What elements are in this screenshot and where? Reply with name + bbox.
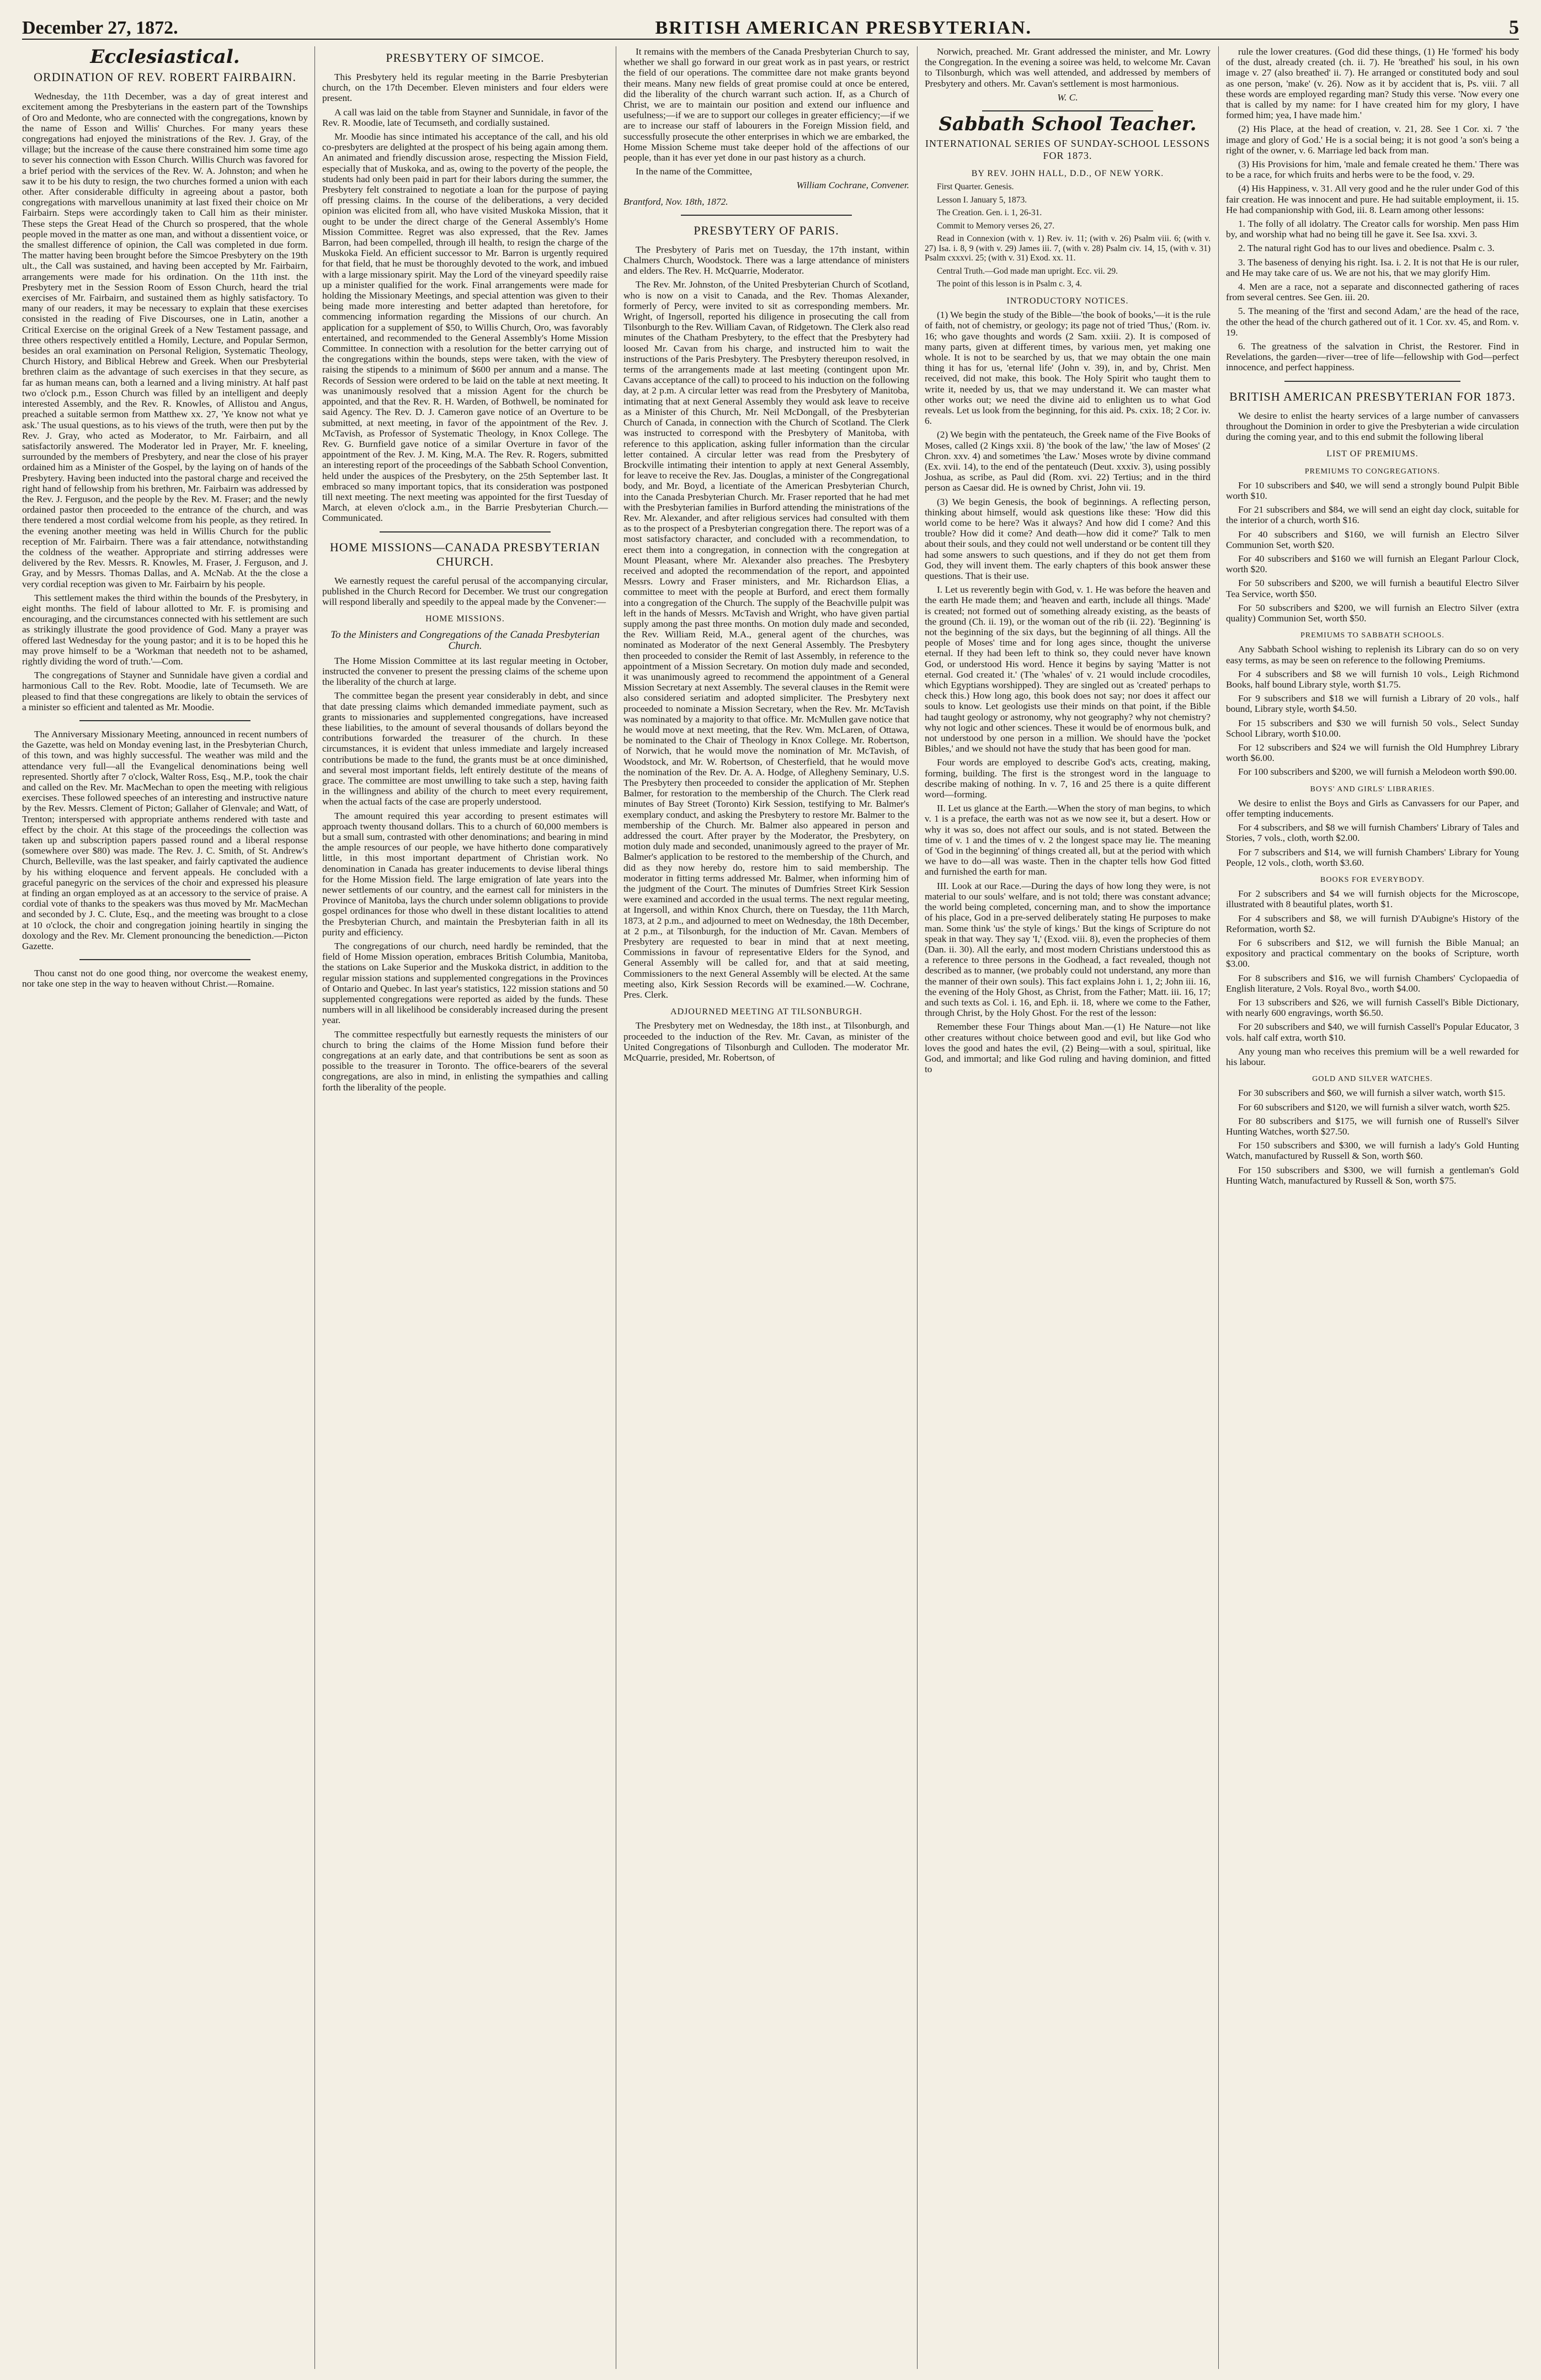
premium-item: For 12 subscribers and $24 we will furnish the Old Humphrey Library worth $6.00.	[1226, 742, 1519, 764]
lesson-meta: The Creation. Gen. i. 1, 26-31.	[937, 208, 1042, 218]
paragraph: The Presbytery met on Wednesday, the 18th inst., at Tilsonburgh, and proceeded to the induction of the Rev. Mr. Cavan, as minister of the United Congregations of Tilsonburgh and Culloden. The moderator Mr. McQuarrie, presided, Mr. Robertson, of	[623, 1020, 909, 1063]
lesson-series-header: INTERNATIONAL SERIES OF SUNDAY-SCHOOL LESSONS FOR 1873.	[925, 138, 1211, 162]
column-4	[925, 46, 1211, 2369]
paragraph: Four words are employed to describe God's acts, creating, making, forming, building. The first is the strongest word in the language to describe making of nothing. In v. 7, 16 and 25 there is a quite different word—forming.	[925, 757, 1211, 800]
article-title-simcoe: PRESBYTERY OF SIMCOE.	[386, 51, 545, 65]
section-title-sabbath-school: Sabbath School Teacher.	[939, 113, 1197, 136]
premium-section-head: GOLD AND SILVER WATCHES.	[1312, 1075, 1433, 1084]
premium-item: For 10 subscribers and $40, we will send a strongly bound Pulpit Bible worth $10.	[1226, 480, 1519, 501]
paragraph: 4. Men are a race, not a separate and disconnected gathering of races from several centres. See Gen. iii. 20.	[1226, 281, 1519, 303]
divider	[1284, 381, 1460, 382]
paragraph: The Anniversary Missionary Meeting, announced in recent numbers of the Gazette, was held on Monday evening last, in the Presbyterian Church, of this town, and was highly successful. The weather was mild and the attendance very full—all the Evangelical denominations being well represented. Shortly after 7 o'clock, Walter Ross, Esq., M.P., took the chair and called on the Rev. Mr. MacMechan to open the meeting with religious exercises. These followed speeches of an interesting and instructive nature by the Rev. Messrs. Clement of Picton; Gallaher of Glenvale; and Watt, of Trenton; interspersed with appropriate anthems rendered with taste and effect by the choir. At this stage of the proceedings the collection was taken up and subscription papers passed round and a liberal response (somewhere over $80) was made. The Rev. J. C. Smith, of St. Andrew's Church, Belleville, was the last speaker, and fairly captivated the audience by his withing eloquence and fervent appeals. He concluded with a graceful panegyric on the services of the choir and expressed his pleasure at finding an organ employed as at an accessory to the service of praise. A cordial vote of thanks to the speakers was thus moved by Mr. MacMechan and seconded by J. C. Clute, Esq., and the meeting was brought to a close at 10 o'clock, the choir and congregation joining heartily in singing the doxology and the Rev. Mr. Clement pronouncing the benediction.—Picton Gazette.	[22, 728, 308, 952]
lesson-meta: First Quarter. Genesis.	[937, 182, 1014, 192]
divider	[79, 720, 251, 721]
premium-item: For 2 subscribers and $4 we will furnish objects for the Microscope, illustrated with 8 beautiful plates, worth $1.	[1226, 888, 1519, 910]
paragraph: Wednesday, the 11th December, was a day of great interest and excitement among the Presbyterians in the eastern part of the Townships of Oro and Medonte, who are connected with the congregations, known by the name of Esson and Willis' Churches. For many years these congregations had enjoyed the ministrations of the Rev. J. Gray, of the village; but the increase of the cause there constrained him some time ago to sever his connection with Esson Church. Willis Church was favored for a brief period with the services of the Rev. W. A. Johnston; and when he saw it to be his duty to resign, the two churches formed a union with each other. After considerable difficulty in agreeing about a pastor, both congregations with marvellous unanimity at last fixed their choice on Mr Fairbairn. Steps were accordingly taken to Call him as their minister. These steps the Great Head of the Church so prospered, that the whole people moved in the matter as one man, and without a dissentient voice, or the smallest difference of opinion, the Call was completed in due form. The matter having been brought before the Simcoe Presbytery on the 19th ult., the Call was sustained, and having been accepted by Mr. Fairbairn, arrangements were made for his ordination. On the 11th inst. the Presbytery met in the Session Room of Esson Church, heard the trial exercises of Mr. Fairbairn, and sustained them as highly satisfactory. To many of our readers, it may be necessary to explain that these exercises consisted in the reading of Five Discourses, one in Latin, another a Critical Exercise on the original Greek of a New Testament passage, and three others respectively entitled a Homily, Lecture, and Popular Sermon, besides an oral examination on Personal Religion, Systematic Theology, Church History, and Biblical Hebrew and Greek. When our Presbyterial brethren claim as the advantage of such exercises in that they secure, as far as human means can, both a learned and a living ministry. At half past two o'clock p.m., Esson Church was filled by an intelligent and deeply interested Assembly, and the Rev. R. Knowles, of Allistou and Angus, preached a suitable sermon from Matthew xx. 27, 'Ye know not what ye ask.' The usual questions, as to his views of the truth, were then put by the Rev. J. Gray, who acted as Moderator, to Mr. Fairbairn, and all satisfactorily answered. The Moderator led in Prayer, Mr. F. kneeling, surrounded by the members of Presbytery, and near the close of his prayer ordained him as a Minister of the Gospel, by the laying on of hands of the Presbytery. Having been inducted into the pastoral charge and received the right hand of fellowship from his brethren, Mr. Fairbairn was addressed by the Rev. J. Ferguson, and the people by the Rev. M. Fraser; and the newly ordained pastor then proceeded to the entrance of the church, and was there tendered a most cordial welcome from his people, as they retired. In the evening another meeting was held in Willis Church for the public reception of Mr. Fairbairn. There was a fair attendance, notwithstanding the coldness of the weather. Appropriate and stirring addresses were delivered by the Rev. Messrs. R. Knowles, M. Fraser, J. Ferguson, and J. Gray, and by Messrs. Thomas Dallas, and A. McNab. At the the close a very cordial reception was given to Mr. Fairbairn by his people.	[22, 91, 308, 589]
signature-name: William Cochrane, Convener.	[796, 180, 909, 191]
paragraph: 1. The folly of all idolatry. The Creator calls for worship. Men pass Him by, and worship what had no being till he gave it. See Isa. xxvi. 3.	[1226, 219, 1519, 240]
lesson-meta: Read in Connexion (with v. 1) Rev. iv. 11; (with v. 26) Psalm viii. 6; (with v. 27) Isa. i. 8, 9 (with v. 29) James iii. 7, (with v. 28) Psalm civ. 14, 15, (with v. 31) Psalm cxxxvi. 25; (with v. 31) Exod. xx. 11.	[925, 234, 1211, 263]
address-line: To the Ministers and Congregations of the Canada Presbyterian Church.	[330, 629, 600, 652]
paragraph: We earnestly request the careful perusal of the accompanying circular, published in the Church Record for December. We trust our congregation will respond liberally and speedily to the appeal made by the Convener:—	[322, 575, 608, 607]
paragraph: II. Let us glance at the Earth.—When the story of man begins, to which v. 1 is a preface, the earth was not as we now see it, but a desert. How or why it was so, does not affect our souls, and is not stated. Between the time of v. 1 and the times of v. 2 the longest space may lie. The meaning of 'God in the beginning' of things created all, but at the period with which we have to do—all was waste. Then in the chapter tells how God fitted and furnished the earth for man.	[925, 803, 1211, 877]
premium-item: For 30 subscribers and $60, we will furnish a silver watch, worth $15.	[1238, 1088, 1506, 1099]
paragraph: Mr. Moodie has since intimated his acceptance of the call, and his old co-presbyters are delighted at the prospect of his being again among them. An animated and friendly discussion arose, respecting the Mission Field, especially that of Muskoka, and as, owing to the poverty of the people, the students had only been paid in part for their labors during the summer, the Presbytery felt constrained to negotiate a loan for the purpose of paying off pressing claims. In the course of the deliberations, a very decided opinion was elicited from all, who have visited Muskoka Mission, that it ought to be under the direct charge of the General Assembly's Home Mission Committee. Regret was also expressed, that the Rev. James Barron, had been compelled, through ill health, to resign the charge of the Muskoka Field. An efficient successor to Mr. Barron is urgently required for that field, that he must be thoroughly devoted to the work, and imbued with a large missionary spirit. May the Lord of the vineyard speedily raise up a minister qualified for the work. Final arrangements were made for holding the Missionary Meetings, and special attention was given to their being made more interesting and better adapted than heretofore, for commencing information regarding the Missions of our church. An application for a supplement of $50, to Willis Church, Oro, was favorably entertained, and recommended to the General Assembly's Home Mission Committee. In connection with a resolution for the better carrying out of the congregations within the bounds, steps were taken, with the view of raising the stipends to a minimum of $600 per annum and a manse. The Records of Session were ordered to be laid on the table at next meeting. It was unanimously resolved that a mission Agent for the church be appointed, and that the Rev. R. H. Warden, of Bothwell, be nominated for said Agency. The Rev. D. J. Cameron gave notice of an Overture to be submitted, at next meeting, in favor of the appointment of the Rev. J. McTavish, as Professor of Systematic Theology, in Knox College. The Rev. G. Burnfield gave notice of a similar Overture in favor of the appointment of the Rev. J. M. King, M.A. The Rev. R. Rogers, submitted an interesting report of the proceedings of the Sabbath School Convention, held under the auspices of the Presbytery, on the 25th September last. It embraced so many important topics, that its consideration was postponed till next meeting. The next meeting was appointed for the first Tuesday of March, at eleven o'clock a.m., in the Barrie Presbyterian Church.—Communicated.	[322, 131, 608, 524]
column-5	[1226, 46, 1519, 2369]
premium-section-head: BOOKS FOR EVERYBODY.	[1320, 876, 1425, 884]
paragraph: This settlement makes the third within the bounds of the Presbytery, in eight months. The field of labour allotted to Mr. F. is promising and encouraging, and the circumstances connected with his settlement are such as strikingly illustrate the good providence of God. Many a prayer was offered last Wednesday for the young pastor; and it is to be hoped this he may prove himself to be a 'Workman that needeth not to be ashamed, rightly dividing the word of truth.'—Com.	[22, 592, 308, 667]
premium-item: For 100 subscribers and $200, we will furnish a Melodeon worth $90.00.	[1238, 766, 1517, 778]
paragraph: I. Let us reverently begin with God, v. 1. He was before the heaven and the earth He made them; and 'heaven and earth, include all things. 'Made' is created; not formed out of something already existing, as the beasts of the ground (Ch. ii. 19), or the woman out of the rib (ii. 22). 'Beginning' is not the beginning of the six days, but the beginning of all things. All the people of Moses' time and for long ages since, thought the universe eternal. If they had been left to think so, they could never have known God, or understood His word. Hence it begins by saying 'Matter is not eternal. God created it.' (The 'whales' of v. 21 would include crocodiles, which Egyptians worshipped). They are singled out as 'created' perhaps to check this.) How long ago, this book does not say; nor does it affect our souls to know. Let geologists use their minds on that point, if the Bible had taught geology or astronomy, why not geography? why not chemistry? why not logic and other sciences. These it would be of enormous bulk, and not understood by one person in a million. We should have the 'pocket Bibles,' and we should not have the study that has been good for man.	[925, 584, 1211, 754]
paragraph: The Presbytery of Paris met on Tuesday, the 17th instant, within Chalmers Church, Woodstock. There was a large attendance of ministers and elders. The Rev. H. McQuarrie, Moderator.	[623, 244, 909, 276]
premium-item: For 40 subscribers and $160 we will furnish an Elegant Parlour Clock, worth $20.	[1226, 553, 1519, 575]
paragraph: The congregations of our church, need hardly be reminded, that the field of Home Mission operation, embraces British Columbia, Manitoba, the stations on Lake Superior and the Muskoka district, in addition to the regular mission stations and supplemented congregations in the Provinces of Ontario and Quebec. In last year's statistics, 122 mission stations and 50 supplemented congregations were reported as aided by the funds. These numbers will in all likelihood be considerably increased during the present year.	[322, 941, 608, 1026]
paragraph: The Home Mission Committee at its last regular meeting in October, instructed the convener to present the pressing claims of the scheme upon the liberality of the church at large.	[322, 655, 608, 688]
premium-item: For 7 subscribers and $14, we will furnish Chambers' Library for Young People, 12 vols., cloth, worth $3.60.	[1226, 846, 1519, 868]
premium-section-head: BOYS' AND GIRLS' LIBRARIES.	[1310, 785, 1435, 794]
paragraph: The Rev. Mr. Johnston, of the United Presbyterian Church of Scotland, who is now on a visit to Canada, and the Rev. Thomas Alexander, formerly of Percy, were invited to sit as corresponding members. Mr. Wright, of Ingersoll, reported his diligence in prosecuting the call from Tilsonburgh to the Rev. William Cavan, of Ridgetown. The Clerk also read minutes of the Chatham Presbytery, to the effect that the Presbytery had loosed Mr. Cavan from his charge, and instructed him to wait the instructions of the Paris Presbytery. The Presbytery thereupon resolved, in terms of the arrangements made at last meeting (contingent upon Mr. Cavans acceptance of the call) to proceed to his induction on the following day, at 2 p.m. A circular letter was read from the Presbytery of Manitoba, intimating that at next General Assembly they would ask leave to receive as a Minister of this Church, Mr. Neil McDongall, of the Presbyterian Church of Canada, in connection with the Church of Scotland. The Clerk was instructed to correspond with the Presbytery of Manitoba, with reference to this application, asking fuller information than the circular letter contained. A circular letter was read from the Presbytery of Brockville intimating their intention to apply at next General Assembly, for leave to receive the Rev. Jas. Douglas, a minister of the Congregational body, and Mr. Boyd, a licentiate of the American Presbyterian Church, into the Canada Presbyterian Church. Mr. Fraser reported that he had met with the Presbyterian families in Burford attending the ministrations of the Rev. Mr. Alexander, and after religious services had consulted with them as to the prospect of a Presbyterian congregation there. The report was of a most satisfactory character, and concluded with a recommendation, to erect them into a congregation, in connection with the congregation at Mount Pleasant, where Mr. Alexander also preaches. The Presbytery received and adopted the recommendation of the report, and appointed Messrs. Lowry and Fraser ministers, and Mr. Richardson Elias, a committee to meet with the people at Burford, and erect them formally into a congregation of the Church. The supply of the Beachville pulpit was left in the hands of Messrs. McTavish and Wright, who have given partial supply among the past three months. On motion duly made and seconded, the Rev. William Reid, M.A., general agent of the churches, was nominated as Moderator of the next General Assembly. The Presbytery then proceeded to consider the Remit of last Assembly, in reference to the appointment of a Mission Secretary. On motion duly made and seconded, it was unanimously agreed to recommend the appointment of a General Mission Secretary at next Assembly. The several clauses in the Remit were also considered seriatim and adopted simpliciter. The Presbytery next proceeded to nominate a Mission Secretary, when the Rev. Mr. McTavish was nominated by a majority to that office. Mr. McMullen gave notice that he would move at next meeting, that the Rev. Wm. McLaren, of Ottawa, be nominated to the Chair of Theology in Knox College. Mr. Robertson, of Norwich, that he would move the nomination of Mr. McTavish, of Woodstock, and Mr. W. Robertson, of Chesterfield, that he would move the nomination of the Rev. Dr. A. A. Hodge, of Allegheny Seminary, U.S. The Presbytery then proceeded to consider the application of Mr. Stephen Balmer, for restoration to the membership of the Church. The Clerk read minutes of Bay Street (Toronto) Kirk Session, testifying to Mr. Balmer's exemplary conduct, and asking the Presbytery to restore Mr. Balmer to the membership of the Church. Mr. Balmer also appeared in person and addressed the court. After prayer by the Moderator, the Presbytery, on motion duly made and seconded, unanimously agreed to the prayer of Mr. Balmer's application to be restored to the membership of the Church, and did as they now hereby do, restore him to said membership. The moderator in fitting terms addressed Mr. Balmer, when informing him of the judgment of the Court. The minutes of Dumfries Street Kirk Session were examined and accorded in the usual terms. The next regular meeting, at Ingersoll, and within Knox Church, there on Tuesday, the 11th March, 1873, at 2 p.m., and adjourned to meet on Wednesday, the 18th December, at 2 p.m., at Tilsonburgh, for the induction of Mr. Cavan. Members of Presbytery are requested to bear in mind that at next meeting, Commissions in favour of representative Elders for the Synod, and General Assembly will be called for, and that at said meeting, Commissioners to the next General Assembly will be elected. At the same meeting also, Kirk Session Records will be examined.—W. Cochrane, Pres. Clerk.	[623, 279, 909, 1000]
premium-note: Any young man who receives this premium will be a well rewarded for his labour.	[1226, 1046, 1519, 1068]
premium-item: For 150 subscribers and $300, we will furnish a lady's Gold Hunting Watch, manufactured by Russell & Son, worth $60.	[1226, 1140, 1519, 1162]
paragraph: The committee began the present year considerably in debt, and since that date pressing claims which demanded immediate payment, such as grants to missionaries and supplemented congregations, have increased these liabilities, to the amount of several thousands of dollars beyond the contributions forwarded the treasurer of the church. In these circumstances, it is evident that unless immediate and largely increased contributions be made to the fund, the grants must be at once diminished, and several most important fields, left entirely destitute of the means of grace. The committee are most unwilling to take such a step, having faith in the willingness and ability of the church to meet every requirement, when the actual facts of the case are properly understood.	[322, 690, 608, 807]
premium-item: For 4 subscribers, and $8 we will furnish Chambers' Library of Tales and Stories, 7 vols., cloth, worth $2.00.	[1226, 822, 1519, 844]
lesson-meta: Central Truth.—God made man upright. Ecc. vii. 29.	[937, 266, 1118, 276]
premium-section-head: PREMIUMS TO SABBATH SCHOOLS.	[1300, 631, 1444, 640]
premium-item: For 50 subscribers and $200, we will furnish an Electro Silver (extra quality) Communion Set, worth $50.	[1226, 602, 1519, 624]
premium-intro: Any Sabbath School wishing to replenish its Library can do so on very easy terms, as may be seen on reference to the following Premiums.	[1226, 644, 1519, 665]
lesson-meta: Lesson I. January 5, 1873.	[937, 195, 1027, 205]
premium-item: For 80 subscribers and $175, we will furnish one of Russell's Silver Hunting Watches, worth $27.50.	[1226, 1115, 1519, 1137]
paragraph: Remember these Four Things about Man.—(1) He Nature—not like other creatures without choice between good and evil, but like God who loves the good and hates the evil, (2) Being—with a soul, spiritual, like God, and immortal; and like God ruling and having dominion, and fitted to	[925, 1021, 1211, 1075]
paragraph: Norwich, preached. Mr. Grant addressed the minister, and Mr. Lowry the Congregation. In the evening a soiree was held, to welcome Mr. Cavan to Tilsonburgh, which was well attended, and addressed by members of Presbytery and others. Mr. Cavan's settlement is most harmonious.	[925, 46, 1211, 89]
signature-place: Brantford, Nov. 18th, 1872.	[623, 196, 728, 207]
column-3	[623, 46, 909, 2369]
paragraph: A call was laid on the table from Stayner and Sunnidale, in favor of the Rev. R. Moodie, late of Tecumseth, and cordially sustained.	[322, 107, 608, 128]
advertisement-title: BRITISH AMERICAN PRESBYTERIAN FOR 1873.	[1229, 389, 1516, 403]
paragraph: (3) His Provisions for him, 'male and female created he them.' There was to be a race, for which fruits and herbs were to be the food, v. 29.	[1226, 159, 1519, 180]
premium-section-head: PREMIUMS TO CONGREGATIONS.	[1304, 467, 1441, 476]
paragraph: In the name of the Committee,	[636, 166, 753, 177]
paragraph: The amount required this year according to present estimates will approach twenty thousand dollars. This to a church of 60,000 members is but a small sum, contrasted with other denominations; and bearing in mind the ample resources of our people, we have hitherto done comparatively little, in this most important department of Christian work. No denomination in Canada has greater inducements to devise liberal things for the Home Mission field. The large emigration of late years into the newer settlements of our country, and the earnest call for ministers in the Province of Manitoba, lays the church under solemn obligations to provide gospel ordinances for those who dwell in these distant localities to attend the Presbyterian Church, and maintain the Presbyterian faith in all its purity and efficiency.	[322, 810, 608, 938]
paragraph: 3. The baseness of denying his right. Isa. i. 2. It is not that He is our ruler, and He may take care of us. We are not his, that we may glorify Him.	[1226, 257, 1519, 278]
paragraph: (2) His Place, at the head of creation, v. 21, 28. See 1 Cor. xi. 7 'the image and glory of God.' He is a social being; it is not good 'a son's being a right of the owner, v. 6. Marriage led back from man.	[1226, 124, 1519, 156]
paragraph: Thou canst not do one good thing, nor overcome the weakest enemy, nor take one step in the way to heaven without Christ.—Romaine.	[22, 968, 308, 989]
premium-item: For 60 subscribers and $120, we will furnish a silver watch, worth $25.	[1238, 1101, 1510, 1112]
paragraph: It remains with the members of the Canada Presbyterian Church to say, whether we shall go forward in our great work as in past years, or restrict the field of our operations. The committee dare not make grants beyond their means. Many new fields of great promise could at once be entered, did the liberality of the church warrant such action. If, as a Church of Christ, we are to maintain our position and extend our influence and usefulness;—if we are to support our colleges in greater efficiency;—if we are to increase our staff of labourers in the Foreign Mission field, and successfully prosecute the other enterprises in which we are embarked, the Home Mission Scheme must take deeper hold of the affections of our people, than it has ever yet done in our past history as a church.	[623, 46, 909, 163]
divider	[681, 215, 852, 216]
premium-list-head: LIST OF PREMIUMS.	[1326, 449, 1419, 459]
premium-item: For 150 subscribers and $300, we will furnish a gentleman's Gold Hunting Watch, manufactured by Russell & Son, worth $75.	[1226, 1164, 1519, 1186]
subhead-adjourned-meeting: ADJOURNED MEETING AT TILSONBURGH.	[670, 1007, 862, 1017]
premium-item: For 40 subscribers and $160, we will furnish an Electro Silver Communion Set, worth $20.	[1226, 529, 1519, 550]
premium-item: For 50 subscribers and $200, we will furnish a beautiful Electro Silver Tea Service, worth $50.	[1226, 578, 1519, 599]
premium-item: For 6 subscribers and $12, we will furnish the Bible Manual; an expository and practical commentary on the books of Scripture, worth $3.00.	[1226, 938, 1519, 970]
lesson-byline: BY REV. JOHN HALL, D.D., OF NEW YORK.	[971, 169, 1164, 179]
issue-date: December 27, 1872.	[22, 18, 178, 38]
paragraph: The committee respectfully but earnestly requests the ministers of our church to bring the claims of the Home Mission fund before their congregations at an early date, and that contributions be sent as soon as possible to the treasurer in Toronto. The office-bearers of the several congregations, are also in mind, in enlisting the sympathies and calling forth the liberality of the people.	[322, 1029, 608, 1093]
subhead-introductory-notices: INTRODUCTORY NOTICES.	[1006, 296, 1129, 306]
paragraph: We desire to enlist the hearty services of a large number of canvassers throughout the Dominion in order to give the Presbyterian a wide circulation during the coming year, and to this end submit the following liberal	[1226, 410, 1519, 443]
lesson-meta: Commit to Memory verses 26, 27.	[937, 221, 1055, 231]
article-title-paris: PRESBYTERY OF PARIS.	[694, 223, 839, 237]
paragraph: 5. The meaning of the 'first and second Adam,' are the head of the race, the other the head of the church gathered out of it. 1 Cor. xv. 45, and Rom. v. 19.	[1226, 306, 1519, 338]
premium-item: For 8 subscribers and $16, we will furnish Chambers' Cyclopaedia of English literature, 2 Vols. Royal 8vo., worth $4.00.	[1226, 972, 1519, 994]
column-2	[322, 46, 608, 2369]
paragraph: This Presbytery held its regular meeting in the Barrie Presbyterian church, on the 17th December. Eleven ministers and four elders were present.	[322, 72, 608, 104]
paragraph: (1) We begin the study of the Bible—'the book of books,'—it is the rule of faith, not of chemistry, or geology; its page not of tried 'Thus,' (Rom. iv. 16; who gave thoughts and words (2 Sam. xxiii. 2). It is composed of many parts, given at different times, by various men, yet making one whole. It is not to be searched by us, that we may obtain the one main thing it has for us, 'eternal life' (John v. 39), in, and by, Christ. Men received, did not make, this book. The Holy Spirit who taught them to write it, needed by us, that we may understand it. We can master what other works out; we need the divine aid to enlighten us to what God reveals. Let us look from the beginning, for this aid. Ps. cxix. 18; 2 Cor. iv. 6.	[925, 310, 1211, 427]
divider	[380, 531, 551, 533]
premium-item: For 20 subscribers and $40, we will furnish Cassell's Popular Educator, 3 vols. half calf extra, worth $10.	[1226, 1021, 1519, 1043]
article-title-ordination: ORDINATION OF REV. ROBERT FAIRBAIRN.	[34, 70, 296, 84]
premium-item: For 4 subscribers and $8 we will furnish 10 vols., Leigh Richmond Books, half bound Library style, worth $1.75.	[1226, 668, 1519, 690]
paragraph: 6. The greatness of the salvation in Christ, the Restorer. Find in Revelations, the garden—river—tree of life—fellowship with God—perfect innocence, and perfect happiness.	[1226, 341, 1519, 373]
subhead-home-missions: HOME MISSIONS.	[425, 614, 505, 624]
masthead	[22, 6, 1519, 40]
column-rule	[1218, 46, 1219, 2369]
column-1	[22, 46, 308, 2369]
paragraph: 2. The natural right God has to our lives and obedience. Psalm c. 3.	[1238, 243, 1495, 254]
premium-intro: We desire to enlist the Boys and Girls as Canvassers for our Paper, and offer tempting inducements.	[1226, 797, 1519, 819]
paragraph: III. Look at our Race.—During the days of how long they were, is not material to our souls' welfare, and is not told; there was constant advance; the world being completed, concerning man, and to show the importance of his place, God in a pre-served deliberately stating He purposes to make man. Some think 'us' the style of kings.' But the kings of Scripture do not speak in that way. They say 'I,' (Exod. viii. 8), even the prophecies of them (Dan. ii. 30). All the early, and most modern Christians understood this as a reference to three persons in the Godhead, a fact revealed, though not described as to manner, (we probably could not understand, any more than the manner of their own souls). This fact explains John i. 1, 2; John iii. 16, the evening of the Holy Ghost, as Christ, from the Father; Matt. iii. 16, 17; and such texts as Col. i. 16, and Eph. ii. 18, where we come to the Father, through Christ, by the Holy Ghost. For the rest of the lesson:	[925, 880, 1211, 1019]
page-number: 5	[1508, 16, 1519, 38]
paragraph: The congregations of Stayner and Sunnidale have given a cordial and harmonious Call to the Rev. Robt. Moodie, late of Tecumseth. We are pleased to find that these congregations are likely to obtain the services of a minister so efficient and talented as Mr. Moodie.	[22, 670, 308, 712]
paragraph: (4) His Happiness, v. 31. All very good and he the ruler under God of this fair creation. He was innocent and pure. He had suitable employment, ii. 15. He had companionship with God, iii. 8. Learn among other lessons:	[1226, 183, 1519, 215]
section-title-ecclesiastical: Ecclesiastical.	[90, 46, 240, 68]
signature-initials: W. C.	[1057, 92, 1078, 103]
paragraph: (3) We begin Genesis, the book of beginnings. A reflecting person, thinking about himself, would ask questions like these: 'How did this world come to be here? Was it always? And how did I come? And this trouble? How did it come? And death—how did it come?' Talk to men about their souls, and they could not well understand or be content till they had some answers to such questions, and if they do not get them from God, they will invent them. The early chapters of this book answer these questions. That is their use.	[925, 496, 1211, 581]
premium-item: For 13 subscribers and $26, we will furnish Cassell's Bible Dictionary, with nearly 600 engravings, worth $6.50.	[1226, 997, 1519, 1019]
column-rule	[917, 46, 918, 2369]
divider	[79, 959, 251, 960]
article-title-home-missions: HOME MISSIONS—CANADA PRESBYTERIAN CHURCH.	[329, 540, 601, 568]
premium-item: For 21 subscribers and $84, we will send an eight day clock, suitable for the interior of a church, worth $16.	[1226, 504, 1519, 526]
column-rule	[314, 46, 315, 2369]
lesson-meta: The point of this lesson is in Psalm c. 3, 4.	[937, 279, 1083, 289]
premium-item: For 15 subscribers and $30 we will furnish 50 vols., Select Sunday School Library, worth $10.00.	[1226, 717, 1519, 739]
paragraph: rule the lower creatures. (God did these things, (1) He 'formed' his body of the dust, already created (ch. ii. 7). He 'breathed' his soul, in his own image v. 27 (also breathed' ii. 7). He arranged or constituted body and soul as one person, 'make' (v. 26). Now as it by accident that is, Ps. viii. 7 all these words are employed regarding man? Study this verse. 'Now every one that is called by my name: for I have created him for my glory, I have formed him; yea, I have made him.'	[1226, 46, 1519, 121]
paper-title: BRITISH AMERICAN PRESBYTERIAN.	[655, 18, 1032, 38]
paragraph: (2) We begin with the pentateuch, the Greek name of the Five Books of Moses, called (2 Kings xxii. 8) 'the book of the law,' 'the law of Moses' (2 Chron. xxv. 4) and sometimes 'the Law.' Moses wrote by divine command (Ex. xvii. 14), to the end of the pentateuch (Deut. xxxiv. 3), using possibly Joshua, as scribe, as Paul did (Rom. xvi. 22) Tertius; and in the third person as Caesar did. He is owned by Christ, John vii. 19.	[925, 429, 1211, 493]
premium-item: For 4 subscribers and $8, we will furnish D'Aubigne's History of the Reformation, worth $2.	[1226, 913, 1519, 934]
divider	[982, 110, 1154, 111]
premium-item: For 9 subscribers and $18 we will furnish a Library of 20 vols., half bound, Library style, worth $4.50.	[1226, 693, 1519, 715]
